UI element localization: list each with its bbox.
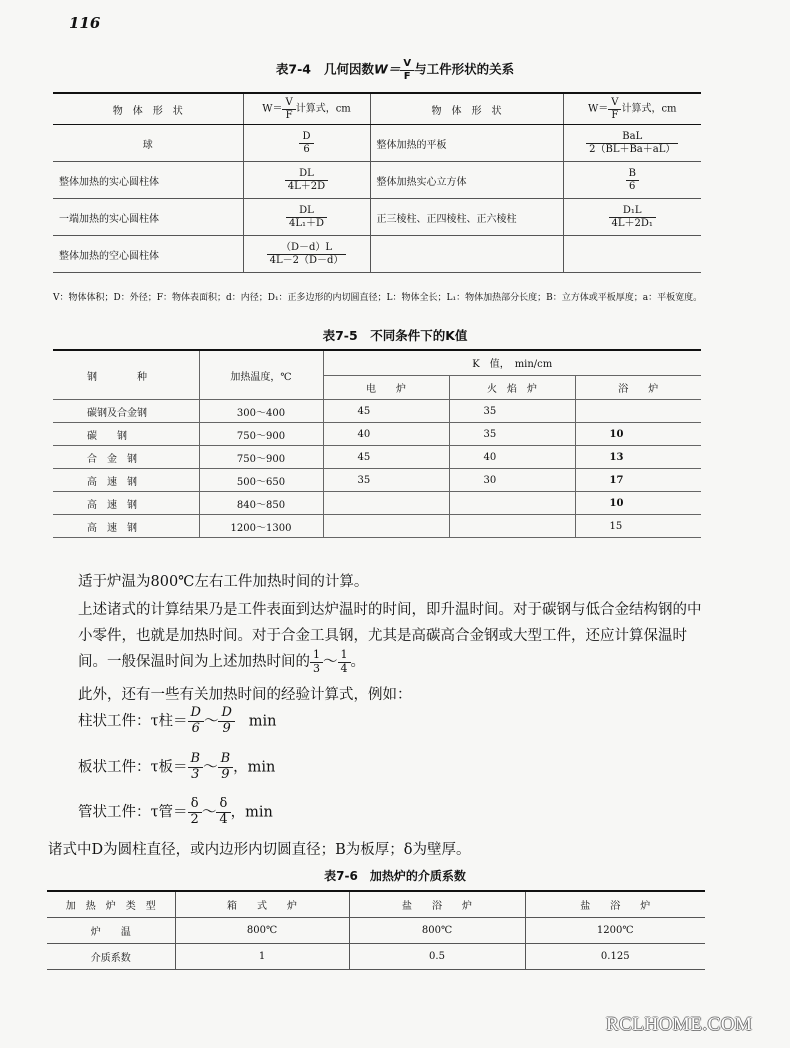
cell-label: 炉 温 xyxy=(47,918,175,944)
fraction-denominator: F xyxy=(403,70,411,82)
formula-fraction xyxy=(608,97,621,121)
cell-electric: 45 xyxy=(323,446,449,469)
formula-fraction xyxy=(216,797,230,828)
fraction-numerator: 1 xyxy=(338,649,351,663)
cell-flame: 35 xyxy=(449,423,575,446)
fraction-numerator: D xyxy=(299,131,313,144)
cell-formula xyxy=(243,125,370,162)
table-row xyxy=(53,469,701,492)
table74-caption xyxy=(0,58,790,82)
fraction-numerator: B xyxy=(626,168,639,181)
formula-prefix: W＝ xyxy=(262,103,283,115)
formula-fraction xyxy=(218,706,234,737)
formula-fraction xyxy=(626,168,639,192)
table74-caption-fraction xyxy=(400,58,414,82)
cell-bath: 13 xyxy=(575,446,701,469)
table74-caption-suffix: 与工件形状的关系 xyxy=(414,61,515,77)
fraction-numerator: D₁L xyxy=(609,205,656,218)
cell-temp: 750～900 xyxy=(199,423,323,446)
paragraph-2-text: 上述诸式的计算结果乃是工件表面到达炉温时的时间，即升温时间。对于碳钢与低合金结构钢的中小零件，也就是加热时间。对于合金工具钢，尤其是高碳高合金钢或大型工件，还应计算保温时间。一般保温时间为上述加热时间的 xyxy=(78,602,702,671)
table74-note: V：物体体积；D：外径；F：物体表面积；d：内径；D₁：正多边形的内切圆直径；L：物体全长；L₁：物体加热部分长度；B：立方体或平板厚度；a：平板宽度。 xyxy=(53,293,703,303)
cell-value: 1200℃ xyxy=(525,918,705,944)
fraction-denominator: 6 xyxy=(303,143,310,155)
cell-shape: 一端加热的实心圆柱体 xyxy=(53,199,243,236)
cell-shape: 整体加热的平板 xyxy=(370,125,563,162)
page-number: 116 xyxy=(69,14,101,32)
header-furnace-type: 加 热 炉 类 型 xyxy=(47,891,175,918)
table74-caption-prefix: 表7-4 xyxy=(275,61,311,77)
cell-electric: 35 xyxy=(323,469,449,492)
table-row xyxy=(53,236,701,273)
fraction-numerator: DL xyxy=(286,205,327,218)
cell-shape: 整体加热实心立方体 xyxy=(370,162,563,199)
table-row xyxy=(53,446,701,469)
fraction-numerator: D xyxy=(218,706,234,722)
formula-fraction xyxy=(188,797,202,828)
fraction-numerator: DL xyxy=(285,168,328,181)
fraction-denominator: 6 xyxy=(629,180,636,192)
fraction-denominator: 3 xyxy=(313,661,320,675)
cell-steel: 合 金 钢 xyxy=(53,446,199,469)
fraction-denominator: 9 xyxy=(221,766,230,782)
cell-steel: 高 速 钢 xyxy=(53,515,199,538)
cell-formula xyxy=(563,125,701,162)
formula-fraction xyxy=(282,97,295,121)
paragraph-3: 此外，还有一些有关加热时间的经验计算式，例如： xyxy=(78,687,412,703)
fraction-denominator: 2（BL＋Ba＋aL） xyxy=(589,143,676,155)
cell-bath: 15 xyxy=(575,515,701,538)
formula-suffix: 计算式，cm xyxy=(621,103,677,115)
paragraph-4: 诸式中D为圆柱直径，或内边形内切圆直径；B为板厚；δ为壁厚。 xyxy=(48,842,471,858)
cell-steel: 高 速 钢 xyxy=(53,469,199,492)
table-7-4 xyxy=(53,92,701,273)
cell-value: 800℃ xyxy=(175,918,349,944)
table-row xyxy=(53,400,701,423)
formula-fraction xyxy=(609,205,656,229)
table76-caption: 表7-6 加热炉的介质系数 xyxy=(324,869,466,883)
header-formula xyxy=(243,93,370,125)
fraction-denominator: 2 xyxy=(190,811,199,827)
fraction-denominator: 4L＋2D₁ xyxy=(611,217,653,229)
cell-bath: 17 xyxy=(575,469,701,492)
fraction-one-quarter xyxy=(338,649,351,675)
header-temp: 加热温度，℃ xyxy=(199,350,323,400)
formula-tube xyxy=(78,797,273,828)
table-7-6 xyxy=(47,890,705,970)
table74-caption-main: 几何因数 xyxy=(324,61,375,77)
formula-label: 管状工件：τ管＝ xyxy=(78,804,188,821)
formula-fraction xyxy=(188,752,204,783)
fraction-denominator: 4 xyxy=(219,811,228,827)
formula-prefix: W＝ xyxy=(587,103,609,115)
cell-electric xyxy=(323,492,449,515)
cell-label: 介质系数 xyxy=(47,944,175,970)
header-shape-2: 物 体 形 状 xyxy=(370,93,563,125)
cell-temp: 1200～1300 xyxy=(199,515,323,538)
formula-plate xyxy=(78,752,275,783)
cell-temp: 300～400 xyxy=(199,400,323,423)
fraction-numerator: 1 xyxy=(310,649,323,663)
fraction-numerator: δ xyxy=(188,797,202,813)
cell-steel: 高 速 钢 xyxy=(53,492,199,515)
table-row xyxy=(53,162,701,199)
tilde: ～ xyxy=(323,654,338,671)
fraction-denominator: 9 xyxy=(222,720,231,736)
table-row xyxy=(53,492,701,515)
cell-bath xyxy=(575,400,701,423)
header-bath-furnace: 浴 炉 xyxy=(575,375,701,399)
fraction-numerator: B xyxy=(188,752,204,768)
table-header-row xyxy=(53,350,701,375)
cell-flame xyxy=(449,492,575,515)
formula-fraction xyxy=(586,131,678,155)
table-row xyxy=(53,125,701,162)
formula-fraction xyxy=(286,205,327,229)
fraction-numerator: B xyxy=(218,752,234,768)
cell-steel: 碳 钢 xyxy=(53,423,199,446)
fraction-numerator: （D－d）L xyxy=(267,242,347,255)
table-row xyxy=(47,944,705,970)
table-row xyxy=(53,423,701,446)
formula-suffix: 计算式，cm xyxy=(295,103,351,115)
fraction-denominator: 6 xyxy=(191,720,200,736)
table-header-row xyxy=(47,891,705,918)
header-k-value: K 值， min/cm xyxy=(323,350,701,375)
fraction-denominator: F xyxy=(285,109,293,121)
formula-unit: ，min xyxy=(230,804,273,821)
table-row xyxy=(53,199,701,236)
cell-shape: 整体加热的空心圆柱体 xyxy=(53,236,243,273)
table75-caption: 表7-5 不同条件下的K值 xyxy=(322,328,468,343)
cell-temp: 840～850 xyxy=(199,492,323,515)
watermark: RCLHOME.COM xyxy=(606,1014,753,1035)
cell-flame: 30 xyxy=(449,469,575,492)
cell-formula xyxy=(243,236,370,273)
cell-shape: 球 xyxy=(53,125,243,162)
table-row xyxy=(53,515,701,538)
fraction-numerator: δ xyxy=(216,797,230,813)
fraction-numerator: BaL xyxy=(586,131,678,144)
header-shape: 物 体 形 状 xyxy=(53,93,243,125)
tilde: ～ xyxy=(201,804,217,821)
cell-formula xyxy=(563,236,701,273)
table-row xyxy=(47,918,705,944)
fraction-denominator: 4L₁＋D xyxy=(288,217,325,229)
tilde: ～ xyxy=(203,759,218,776)
formula-fraction xyxy=(188,706,204,737)
formula-cylinder xyxy=(78,706,276,737)
formula-label: 柱状工件：τ柱＝ xyxy=(78,713,188,730)
cell-formula xyxy=(243,162,370,199)
cell-value: 0.125 xyxy=(525,944,705,970)
cell-flame xyxy=(449,515,575,538)
header-salt-bath-1: 盐 浴 炉 xyxy=(349,891,525,918)
header-box-furnace: 箱 式 炉 xyxy=(175,891,349,918)
cell-formula xyxy=(563,162,701,199)
cell-value: 1 xyxy=(175,944,349,970)
fraction-numerator: D xyxy=(188,706,204,722)
tilde: ～ xyxy=(203,713,219,730)
cell-temp: 750～900 xyxy=(199,446,323,469)
table-7-5 xyxy=(53,349,701,538)
cell-electric: 40 xyxy=(323,423,449,446)
cell-shape: 正三棱柱、正四棱柱、正六棱柱 xyxy=(370,199,563,236)
paragraph-1: 适于炉温为800℃左右工件加热时间的计算。 xyxy=(78,574,369,590)
header-formula-2 xyxy=(563,93,701,125)
cell-shape: 整体加热的实心圆柱体 xyxy=(53,162,243,199)
cell-flame: 40 xyxy=(449,446,575,469)
period: 。 xyxy=(350,654,365,671)
fraction-denominator: 4 xyxy=(340,661,348,675)
formula-unit: ，min xyxy=(233,759,276,776)
formula-fraction xyxy=(267,242,347,266)
paragraph-2 xyxy=(78,597,708,675)
fraction-numerator: V xyxy=(608,97,621,110)
formula-fraction xyxy=(285,168,328,192)
fraction-denominator: 4L＋2D xyxy=(287,180,326,192)
cell-bath: 10 xyxy=(575,492,701,515)
cell-bath: 10 xyxy=(575,423,701,446)
formula-label: 板状工件：τ板＝ xyxy=(78,759,188,776)
fraction-numerator: V xyxy=(400,58,414,71)
cell-temp: 500～650 xyxy=(199,469,323,492)
cell-value: 0.5 xyxy=(349,944,525,970)
cell-formula xyxy=(563,199,701,236)
header-salt-bath-2: 盐 浴 炉 xyxy=(525,891,705,918)
fraction-denominator: 3 xyxy=(191,766,200,782)
table74-caption-w: W＝ xyxy=(374,61,401,77)
fraction-numerator: V xyxy=(282,97,295,110)
formula-unit: min xyxy=(248,713,277,730)
formula-fraction xyxy=(299,131,313,155)
header-steel: 钢 种 xyxy=(53,350,199,400)
fraction-denominator: F xyxy=(611,109,619,121)
cell-electric xyxy=(323,515,449,538)
header-flame-furnace: 火 焰 炉 xyxy=(449,375,575,399)
fraction-one-third xyxy=(310,649,323,675)
cell-flame: 35 xyxy=(449,400,575,423)
cell-value: 800℃ xyxy=(349,918,525,944)
header-electric-furnace: 电 炉 xyxy=(323,375,449,399)
cell-electric: 45 xyxy=(323,400,449,423)
table-header-row xyxy=(53,93,701,125)
cell-steel: 碳钢及合金钢 xyxy=(53,400,199,423)
formula-fraction xyxy=(218,752,234,783)
fraction-denominator: 4L－2（D－d） xyxy=(269,254,344,266)
cell-formula xyxy=(243,199,370,236)
cell-shape xyxy=(370,236,563,273)
